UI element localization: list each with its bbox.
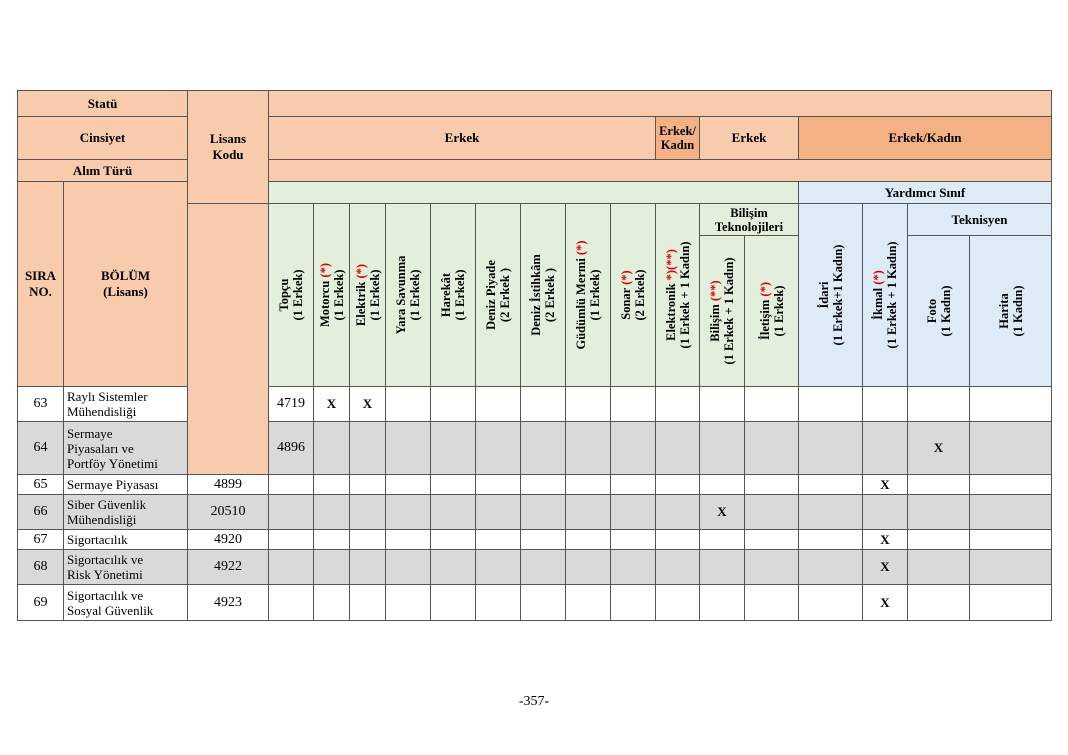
- col-header-wrap: [431, 221, 475, 370]
- quota-cell: [799, 530, 863, 550]
- page-number: -357-: [518, 694, 550, 709]
- quota-cell: [566, 585, 611, 621]
- quota-cell: X: [863, 530, 908, 550]
- quota-cell: [566, 422, 611, 475]
- gender-ek-line1: Erkek/: [659, 124, 696, 138]
- quota-cell: [269, 475, 314, 495]
- sira-no-line1: SIRA: [24, 268, 57, 283]
- row-number: 65: [18, 475, 64, 495]
- department-line: Sosyal Güvenlik: [67, 602, 154, 618]
- col-header-wrap: [521, 221, 565, 370]
- quota-cell: [386, 387, 431, 422]
- quota-cell: [521, 387, 566, 422]
- col-header-name-line: [574, 240, 588, 349]
- quota-cell: [566, 530, 611, 550]
- col-header-wrap: [908, 237, 969, 386]
- quota-cell: [521, 422, 566, 475]
- col-header-mark: (*): [871, 270, 885, 285]
- col-header-name-line: [758, 282, 772, 340]
- quota-cell: [476, 530, 521, 550]
- col-header-text: [354, 264, 382, 326]
- quota-cell: [431, 530, 476, 550]
- quota-cell: [269, 495, 314, 530]
- quota-cell: [350, 530, 386, 550]
- col-header-mark: (**): [708, 280, 722, 302]
- quota-cell: X: [314, 387, 350, 422]
- gender-erkek-kadin-short: [656, 117, 700, 160]
- col-header-name-line: [619, 269, 633, 320]
- col-header-name-line: [439, 269, 453, 320]
- col-header-mark: (*): [353, 263, 368, 279]
- lisans-kodu-line2: Kodu: [212, 147, 244, 162]
- col-header-deniz-istihkam: [521, 204, 566, 387]
- quota-cell: [970, 387, 1052, 422]
- quota-cell: [656, 422, 700, 475]
- quota-cell: [908, 530, 970, 550]
- quota-cell: [863, 387, 908, 422]
- department-line: Sermaye Piyasası: [67, 477, 159, 492]
- quota-cell: [745, 387, 799, 422]
- col-header-name: İletişim: [757, 299, 772, 340]
- quota-cell: [566, 475, 611, 495]
- quota-cell: [745, 475, 799, 495]
- col-header-iletisim: [745, 236, 799, 387]
- quota-cell: [314, 530, 350, 550]
- quota-cell: [386, 550, 431, 585]
- quota-cell: [521, 475, 566, 495]
- quota-cell: [476, 387, 521, 422]
- col-header-name: Elektrik: [353, 281, 368, 327]
- quota-cell: [611, 475, 656, 495]
- quota-cell: [521, 550, 566, 585]
- quota-cell: [431, 475, 476, 495]
- quota-cell: [431, 387, 476, 422]
- bolum-line2: (Lisans): [103, 284, 148, 299]
- col-header-wrap: [799, 221, 862, 370]
- quota-cell: [566, 387, 611, 422]
- gender-erkek: Erkek: [269, 117, 656, 160]
- department-name: [64, 530, 188, 550]
- col-header-motorcu: [314, 204, 350, 387]
- quota-cell: [908, 475, 970, 495]
- quota-cell: [314, 585, 350, 621]
- quota-cell: [386, 530, 431, 550]
- col-header-wrap: [566, 221, 610, 370]
- quota-cell: [745, 495, 799, 530]
- quota-cell: [350, 495, 386, 530]
- department-name: [64, 550, 188, 585]
- table-row: [18, 530, 1052, 550]
- col-header-name: Harita: [996, 293, 1011, 329]
- quota-cell: [799, 422, 863, 475]
- col-header-name: Elektronik: [663, 283, 678, 341]
- quota-cell: [611, 422, 656, 475]
- alim-turu-label: Alım Türü: [18, 160, 188, 182]
- row-number: 69: [18, 585, 64, 621]
- col-header-sub: (1 Kadın): [1010, 285, 1025, 337]
- col-header-sub: (1 Erkek + 1 Kadın): [677, 241, 692, 349]
- department-name: [64, 422, 188, 475]
- quota-cell: [970, 585, 1052, 621]
- col-header-wrap: [970, 237, 1051, 386]
- lisans-code: 4923: [188, 585, 269, 621]
- col-header-name-line: [484, 260, 498, 330]
- col-header-text: [574, 240, 602, 349]
- quota-cell: [745, 550, 799, 585]
- lisans-kodu-header: [188, 91, 269, 204]
- quota-cell: [970, 495, 1052, 530]
- quota-cell: [431, 422, 476, 475]
- gender-erkek2: Erkek: [700, 117, 799, 160]
- quota-cell: [656, 387, 700, 422]
- department-name: [64, 387, 188, 422]
- quota-cell: [314, 422, 350, 475]
- quota-cell: [700, 387, 745, 422]
- quota-cell: [745, 585, 799, 621]
- col-header-wrap: [386, 221, 430, 370]
- quota-cell: [476, 550, 521, 585]
- gender-ek-line2: Kadın: [660, 138, 695, 152]
- sira-no-line2: NO.: [29, 284, 52, 299]
- yardimci-sinif-header: Yardımcı Sınıf: [799, 182, 1052, 204]
- col-header-name-line: [708, 257, 722, 364]
- col-header-name: Motorcu: [317, 280, 332, 327]
- department-line: Siber Güvenlik: [67, 497, 147, 512]
- bolum-header: [64, 182, 188, 387]
- col-header-text: [664, 241, 692, 348]
- lisans-code: 4922: [188, 550, 269, 585]
- table-row: [18, 422, 1052, 475]
- quota-cell: [566, 550, 611, 585]
- department-line: Piyasaları ve: [67, 440, 134, 456]
- department-name: [64, 495, 188, 530]
- quota-cell: [476, 422, 521, 475]
- col-header-name: Deniz Piyade: [484, 260, 498, 330]
- col-header-name-line: [664, 241, 678, 348]
- lisans-code: 4896: [269, 422, 314, 475]
- quota-cell: [431, 550, 476, 585]
- quota-cell: [611, 585, 656, 621]
- table-row: [18, 550, 1052, 585]
- col-header-text: [871, 241, 899, 348]
- col-header-ikmal: [863, 204, 908, 387]
- quota-cell: [521, 495, 566, 530]
- quota-cell: [566, 495, 611, 530]
- green-band: [269, 182, 799, 204]
- quota-cell: X: [350, 387, 386, 422]
- col-header-foto: [908, 236, 970, 387]
- sira-no-header: [18, 182, 64, 387]
- col-header-name-line: [529, 254, 543, 336]
- quota-cell: [350, 550, 386, 585]
- quota-cell: [611, 530, 656, 550]
- col-header-name: Sonar: [619, 287, 633, 320]
- col-header-sub: (1 Erkek): [588, 269, 602, 321]
- quota-cell: [970, 475, 1052, 495]
- department-line: Risk Yönetimi: [67, 567, 143, 582]
- col-header-topcu: [269, 204, 314, 387]
- bolum-line1: BÖLÜM: [100, 268, 151, 283]
- quota-cell: [611, 387, 656, 422]
- col-header-text: [925, 285, 953, 336]
- col-header-elektrik: [350, 204, 386, 387]
- row-number: 63: [18, 387, 64, 422]
- quota-cell: X: [700, 495, 745, 530]
- quota-cell: [431, 585, 476, 621]
- col-header-mark: *)(**): [663, 249, 678, 281]
- col-header-sub: (1 Erkek): [771, 285, 786, 337]
- department-line: Portföy Yönetimi: [67, 455, 158, 471]
- row-number: 66: [18, 495, 64, 530]
- col-header-mark: (*): [317, 263, 332, 278]
- quota-cell: [611, 550, 656, 585]
- col-header-text: [619, 269, 647, 320]
- col-header-wrap: [314, 221, 349, 370]
- quota-cell: [611, 495, 656, 530]
- quota-cell: [386, 585, 431, 621]
- department-line: Sermaye: [67, 425, 113, 441]
- col-header-mark: (*): [757, 282, 772, 297]
- table-row: [18, 585, 1052, 621]
- quota-cell: [970, 422, 1052, 475]
- quota-cell: [431, 495, 476, 530]
- col-header-name: İkmal: [871, 287, 885, 320]
- lisans-code: 4920: [188, 530, 269, 550]
- col-header-name-line: [925, 285, 939, 336]
- col-header-idari: [799, 204, 863, 387]
- col-header-mark: (*): [574, 240, 588, 256]
- col-header-name-line: [394, 256, 408, 335]
- col-header-name: Yara Savunma: [394, 255, 408, 335]
- quota-cell: [269, 530, 314, 550]
- quota-cell: X: [863, 550, 908, 585]
- col-header-text: [277, 269, 305, 320]
- bilisim-teknolojileri-header: [700, 204, 799, 236]
- col-header-wrap: [269, 221, 313, 370]
- quota-cell: [745, 422, 799, 475]
- table-row: [18, 475, 1052, 495]
- col-header-text: [484, 260, 512, 330]
- quota-cell: [350, 585, 386, 621]
- bt-line1: Bilişim: [730, 205, 768, 220]
- col-header-text: [708, 257, 736, 364]
- col-header-name: İdari: [816, 281, 831, 309]
- quota-cell: [700, 585, 745, 621]
- quota-cell: [386, 422, 431, 475]
- row-number: 68: [18, 550, 64, 585]
- col-header-text: [817, 245, 845, 346]
- quota-cell: [863, 495, 908, 530]
- quota-cell: [350, 422, 386, 475]
- statu-value: [269, 91, 1052, 117]
- col-header-text: [394, 256, 422, 335]
- quota-cell: [908, 585, 970, 621]
- quota-cell: [970, 530, 1052, 550]
- table-row: [18, 495, 1052, 530]
- col-header-text: [529, 254, 557, 336]
- quota-cell: [314, 495, 350, 530]
- quota-cell: [656, 475, 700, 495]
- bt-line2: Teknolojileri: [714, 219, 784, 234]
- row-number: 64: [18, 422, 64, 475]
- col-header-sub: (2 Erkek ): [498, 267, 512, 323]
- quota-cell: X: [863, 475, 908, 495]
- quota-cell: [656, 530, 700, 550]
- quota-cell: [863, 422, 908, 475]
- teknisyen-header: Teknisyen: [908, 204, 1052, 236]
- col-header-wrap: [863, 221, 907, 370]
- statu-label: Statü: [18, 91, 188, 117]
- quota-cell: [521, 530, 566, 550]
- department-line: Mühendisliği: [67, 404, 137, 419]
- quota-cell: [386, 475, 431, 495]
- col-header-name: Bilişim: [708, 304, 722, 342]
- cinsiyet-label: Cinsiyet: [18, 117, 188, 160]
- col-header-sub: (1 Erkek): [291, 269, 305, 321]
- quota-cell: [476, 495, 521, 530]
- row-number: 67: [18, 530, 64, 550]
- quota-cell: [799, 475, 863, 495]
- col-header-name-line: [817, 245, 831, 346]
- col-header-gudumlu-mermi: [566, 204, 611, 387]
- department-line: Mühendisliği: [67, 512, 137, 527]
- quota-cell: [350, 475, 386, 495]
- lisans-kodu-blank: [188, 204, 269, 475]
- col-header-yara-savunma: [386, 204, 431, 387]
- department-line: Sigortacılık: [67, 532, 128, 547]
- col-header-name-line: [354, 264, 368, 326]
- quota-cell: [799, 585, 863, 621]
- quota-cell: [656, 550, 700, 585]
- quota-cell: [314, 475, 350, 495]
- lisans-code: 4899: [188, 475, 269, 495]
- quota-cell: [970, 550, 1052, 585]
- col-header-sub: (1 Erkek): [331, 269, 346, 321]
- quota-cell: [656, 585, 700, 621]
- department-name: [64, 475, 188, 495]
- department-line: Sigortacılık ve: [67, 552, 144, 567]
- alim-turu-value: [269, 160, 1052, 182]
- col-header-text: [758, 282, 786, 340]
- quota-cell: [700, 422, 745, 475]
- quota-cell: [700, 550, 745, 585]
- col-header-name: Deniz İstihkâm: [529, 254, 543, 336]
- col-header-name-line: [871, 241, 885, 348]
- col-header-name: Harekât: [439, 272, 453, 318]
- quota-cell: [476, 585, 521, 621]
- col-header-name: Topçu: [277, 278, 291, 312]
- col-header-name-line: [997, 285, 1011, 336]
- table-row: [18, 387, 1052, 422]
- gender-erkek-kadin: Erkek/Kadın: [799, 117, 1052, 160]
- col-header-text: [997, 285, 1025, 336]
- department-line: Raylı Sistemler: [67, 389, 148, 404]
- col-header-bilisim: [700, 236, 745, 387]
- col-header-sub: (1 Erkek+1 Kadın): [830, 244, 845, 346]
- col-header-name: Güdümlü Mermi: [574, 258, 588, 350]
- col-header-deniz-piyade: [476, 204, 521, 387]
- col-header-sub: (1 Erkek): [367, 269, 382, 321]
- col-header-wrap: [745, 237, 798, 386]
- col-header-wrap: [700, 237, 744, 386]
- quota-cell: [799, 550, 863, 585]
- quota-cell: [908, 387, 970, 422]
- lisans-code: 4719: [269, 387, 314, 422]
- quota-cell: [386, 495, 431, 530]
- col-header-sub: (1 Kadın): [938, 285, 953, 337]
- col-header-name-line: [277, 269, 291, 320]
- col-header-sub: (2 Erkek ): [543, 267, 557, 323]
- col-header-harita: [970, 236, 1052, 387]
- quota-cell: [745, 530, 799, 550]
- quota-table: [17, 90, 1052, 621]
- quota-cell: [269, 585, 314, 621]
- quota-cell: [476, 475, 521, 495]
- col-header-name-line: [318, 263, 332, 327]
- department-name: [64, 585, 188, 621]
- col-header-sub: (1 Erkek): [453, 269, 467, 321]
- col-header-sub: (1 Erkek + 1 Kadın): [885, 241, 899, 349]
- quota-cell: X: [908, 422, 970, 475]
- quota-cell: [908, 495, 970, 530]
- col-header-name: Foto: [924, 298, 939, 324]
- lisans-code: 20510: [188, 495, 269, 530]
- quota-cell: [700, 530, 745, 550]
- col-header-sonar: [611, 204, 656, 387]
- col-header-elektronik: [656, 204, 700, 387]
- quota-cell: [656, 495, 700, 530]
- quota-cell: [269, 550, 314, 585]
- col-header-wrap: [656, 221, 699, 370]
- quota-cell: [799, 387, 863, 422]
- col-header-wrap: [611, 221, 655, 370]
- quota-cell: [908, 550, 970, 585]
- col-header-harekat: [431, 204, 476, 387]
- col-header-wrap: [476, 221, 520, 370]
- quota-cell: X: [863, 585, 908, 621]
- col-header-sub: (1 Erkek + 1 Kadın): [722, 257, 736, 365]
- col-header-mark: (*): [619, 270, 633, 285]
- col-header-text: [318, 263, 346, 327]
- quota-cell: [799, 495, 863, 530]
- quota-cell: [521, 585, 566, 621]
- table-body: [18, 91, 1052, 621]
- col-header-sub: (2 Erkek): [633, 269, 647, 321]
- department-line: Sigortacılık ve: [67, 587, 144, 603]
- lisans-kodu-line1: Lisans: [209, 131, 247, 146]
- col-header-sub: (1 Erkek): [408, 269, 422, 321]
- quota-cell: [314, 550, 350, 585]
- quota-cell: [700, 475, 745, 495]
- col-header-text: [439, 269, 467, 320]
- col-header-wrap: [350, 221, 385, 370]
